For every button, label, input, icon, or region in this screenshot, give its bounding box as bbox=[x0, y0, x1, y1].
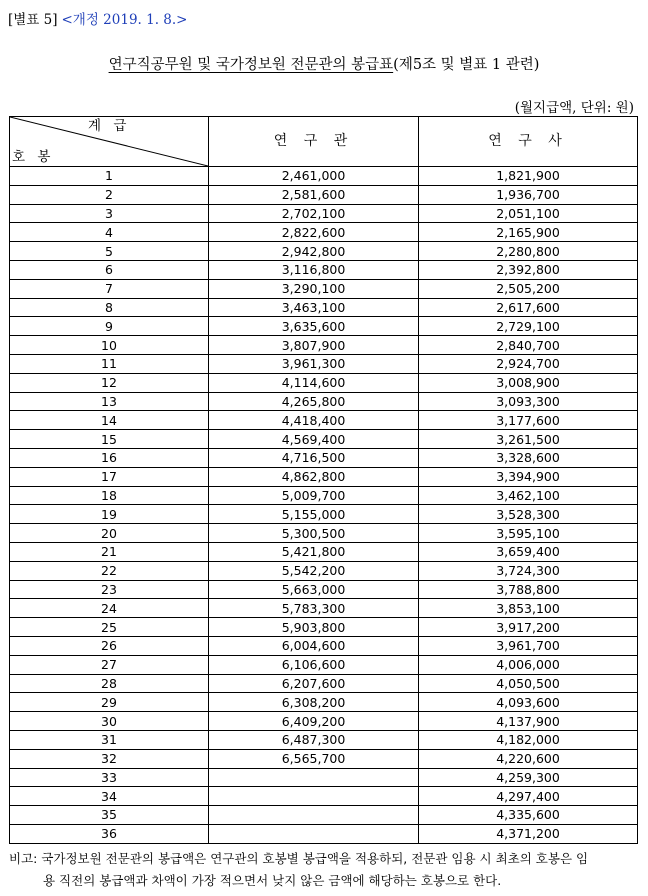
table-row bbox=[10, 768, 638, 787]
unit-note: (월지급액, 단위: 원) bbox=[514, 100, 634, 116]
table-row bbox=[10, 505, 638, 524]
yeongugwan-salary-cell: 2,822,600 bbox=[209, 223, 419, 242]
step-cell: 24 bbox=[10, 599, 209, 618]
step-cell: 1 bbox=[10, 167, 209, 186]
step-cell: 3 bbox=[10, 204, 209, 223]
table-row bbox=[10, 580, 638, 599]
yeongusa-salary-cell: 2,165,900 bbox=[419, 223, 638, 242]
table-row bbox=[10, 524, 638, 543]
yeongugwan-salary-cell: 5,903,800 bbox=[209, 618, 419, 637]
yeongusa-salary-cell: 4,093,600 bbox=[419, 693, 638, 712]
yeongusa-salary-cell: 4,259,300 bbox=[419, 768, 638, 787]
table-row bbox=[10, 373, 638, 392]
step-cell: 15 bbox=[10, 430, 209, 449]
table-row bbox=[10, 636, 638, 655]
step-cell: 33 bbox=[10, 768, 209, 787]
yeongusa-salary-cell: 3,853,100 bbox=[419, 599, 638, 618]
appendix-header bbox=[8, 8, 188, 28]
table-row bbox=[10, 430, 638, 449]
step-cell: 35 bbox=[10, 806, 209, 825]
table-row bbox=[10, 411, 638, 430]
yeongugwan-salary-cell: 6,308,200 bbox=[209, 693, 419, 712]
step-cell: 23 bbox=[10, 580, 209, 599]
yeongusa-salary-cell: 1,821,900 bbox=[419, 167, 638, 186]
yeongusa-salary-cell: 3,788,800 bbox=[419, 580, 638, 599]
step-cell: 28 bbox=[10, 674, 209, 693]
yeongusa-salary-cell: 3,917,200 bbox=[419, 618, 638, 637]
step-cell: 12 bbox=[10, 373, 209, 392]
yeongugwan-salary-cell: 5,542,200 bbox=[209, 561, 419, 580]
table-row bbox=[10, 486, 638, 505]
title-main: 연구직공무원 및 국가정보원 전문관의 봉급표 bbox=[108, 57, 394, 73]
table-row bbox=[10, 242, 638, 261]
yeongugwan-salary-cell bbox=[209, 824, 419, 843]
step-cell: 34 bbox=[10, 787, 209, 806]
yeongusa-salary-cell: 4,006,000 bbox=[419, 655, 638, 674]
table-row bbox=[10, 674, 638, 693]
yeongugwan-salary-cell: 4,418,400 bbox=[209, 411, 419, 430]
yeongusa-salary-cell: 3,462,100 bbox=[419, 486, 638, 505]
table-row bbox=[10, 354, 638, 373]
table-header-row bbox=[10, 117, 638, 167]
remarks-note bbox=[9, 848, 635, 892]
table-row bbox=[10, 467, 638, 486]
yeongusa-salary-cell: 4,297,400 bbox=[419, 787, 638, 806]
step-cell: 29 bbox=[10, 693, 209, 712]
step-cell: 2 bbox=[10, 185, 209, 204]
step-cell: 14 bbox=[10, 411, 209, 430]
yeongusa-salary-cell: 2,924,700 bbox=[419, 354, 638, 373]
table-row bbox=[10, 599, 638, 618]
appendix-label: [별표 5] bbox=[8, 12, 58, 28]
step-cell: 20 bbox=[10, 524, 209, 543]
yeongugwan-salary-cell: 5,300,500 bbox=[209, 524, 419, 543]
yeongugwan-salary-cell: 6,004,600 bbox=[209, 636, 419, 655]
step-cell: 9 bbox=[10, 317, 209, 336]
yeongugwan-salary-cell: 4,716,500 bbox=[209, 448, 419, 467]
yeongusa-salary-cell: 3,261,500 bbox=[419, 430, 638, 449]
yeongugwan-salary-cell: 2,581,600 bbox=[209, 185, 419, 204]
table-row bbox=[10, 693, 638, 712]
yeongugwan-salary-cell: 6,409,200 bbox=[209, 712, 419, 731]
yeongugwan-salary-cell: 6,207,600 bbox=[209, 674, 419, 693]
yeongusa-salary-cell: 3,093,300 bbox=[419, 392, 638, 411]
step-cell: 19 bbox=[10, 505, 209, 524]
table-row bbox=[10, 185, 638, 204]
yeongugwan-salary-cell: 2,942,800 bbox=[209, 242, 419, 261]
yeongusa-salary-cell: 2,051,100 bbox=[419, 204, 638, 223]
yeongusa-salary-cell: 2,840,700 bbox=[419, 336, 638, 355]
table-row bbox=[10, 542, 638, 561]
table-row bbox=[10, 223, 638, 242]
table-row bbox=[10, 561, 638, 580]
step-cell: 10 bbox=[10, 336, 209, 355]
table-row bbox=[10, 730, 638, 749]
yeongugwan-salary-cell: 6,487,300 bbox=[209, 730, 419, 749]
yeongugwan-salary-cell: 3,807,900 bbox=[209, 336, 419, 355]
yeongugwan-salary-cell: 6,565,700 bbox=[209, 749, 419, 768]
table-row bbox=[10, 712, 638, 731]
yeongugwan-salary-cell bbox=[209, 768, 419, 787]
yeongugwan-salary-cell: 4,114,600 bbox=[209, 373, 419, 392]
yeongusa-salary-cell: 1,936,700 bbox=[419, 185, 638, 204]
yeongugwan-salary-cell: 5,155,000 bbox=[209, 505, 419, 524]
salary-table bbox=[9, 116, 638, 844]
step-cell: 27 bbox=[10, 655, 209, 674]
yeongusa-salary-cell: 3,528,300 bbox=[419, 505, 638, 524]
step-cell: 22 bbox=[10, 561, 209, 580]
table-row bbox=[10, 824, 638, 843]
table-row bbox=[10, 167, 638, 186]
yeongusa-salary-cell: 2,505,200 bbox=[419, 279, 638, 298]
yeongusa-salary-cell: 3,961,700 bbox=[419, 636, 638, 655]
table-row bbox=[10, 260, 638, 279]
corner-grade-label: 계 급 bbox=[88, 118, 131, 134]
yeongugwan-salary-cell: 6,106,600 bbox=[209, 655, 419, 674]
yeongugwan-salary-cell: 3,116,800 bbox=[209, 260, 419, 279]
salary-table-body bbox=[10, 117, 638, 844]
col-header-yeongugwan: 연 구 관 bbox=[209, 117, 419, 167]
step-cell: 31 bbox=[10, 730, 209, 749]
title-suffix: (제5조 및 별표 1 관련) bbox=[393, 57, 540, 73]
step-cell: 6 bbox=[10, 260, 209, 279]
yeongugwan-salary-cell: 5,421,800 bbox=[209, 542, 419, 561]
yeongusa-salary-cell: 3,595,100 bbox=[419, 524, 638, 543]
yeongusa-salary-cell: 3,659,400 bbox=[419, 542, 638, 561]
yeongusa-salary-cell: 4,182,000 bbox=[419, 730, 638, 749]
yeongusa-salary-cell: 2,729,100 bbox=[419, 317, 638, 336]
yeongugwan-salary-cell: 3,635,600 bbox=[209, 317, 419, 336]
yeongusa-salary-cell: 2,392,800 bbox=[419, 260, 638, 279]
table-row bbox=[10, 392, 638, 411]
step-cell: 25 bbox=[10, 618, 209, 637]
document-title bbox=[0, 53, 648, 74]
yeongusa-salary-cell: 3,177,600 bbox=[419, 411, 638, 430]
step-cell: 7 bbox=[10, 279, 209, 298]
col-header-yeongusa: 연 구 사 bbox=[419, 117, 638, 167]
yeongugwan-salary-cell: 4,569,400 bbox=[209, 430, 419, 449]
table-row bbox=[10, 787, 638, 806]
step-cell: 13 bbox=[10, 392, 209, 411]
table-row bbox=[10, 204, 638, 223]
step-cell: 21 bbox=[10, 542, 209, 561]
yeongugwan-salary-cell: 2,461,000 bbox=[209, 167, 419, 186]
table-row bbox=[10, 298, 638, 317]
yeongugwan-salary-cell bbox=[209, 787, 419, 806]
step-cell: 18 bbox=[10, 486, 209, 505]
yeongugwan-salary-cell: 4,265,800 bbox=[209, 392, 419, 411]
step-cell: 26 bbox=[10, 636, 209, 655]
table-row bbox=[10, 749, 638, 768]
yeongugwan-salary-cell: 5,663,000 bbox=[209, 580, 419, 599]
yeongugwan-salary-cell: 2,702,100 bbox=[209, 204, 419, 223]
yeongusa-salary-cell: 4,371,200 bbox=[419, 824, 638, 843]
yeongugwan-salary-cell: 5,783,300 bbox=[209, 599, 419, 618]
yeongugwan-salary-cell: 3,290,100 bbox=[209, 279, 419, 298]
table-row bbox=[10, 279, 638, 298]
yeongusa-salary-cell: 4,050,500 bbox=[419, 674, 638, 693]
step-cell: 5 bbox=[10, 242, 209, 261]
step-cell: 17 bbox=[10, 467, 209, 486]
yeongusa-salary-cell: 2,280,800 bbox=[419, 242, 638, 261]
table-row bbox=[10, 618, 638, 637]
yeongusa-salary-cell: 4,335,600 bbox=[419, 806, 638, 825]
corner-step-label: 호 봉 bbox=[12, 149, 55, 165]
table-row bbox=[10, 806, 638, 825]
step-cell: 30 bbox=[10, 712, 209, 731]
yeongusa-salary-cell: 4,220,600 bbox=[419, 749, 638, 768]
revision-date: <개정 2019. 1. 8.> bbox=[61, 12, 188, 28]
yeongusa-salary-cell: 4,137,900 bbox=[419, 712, 638, 731]
table-row bbox=[10, 317, 638, 336]
yeongugwan-salary-cell: 3,463,100 bbox=[209, 298, 419, 317]
table-row bbox=[10, 336, 638, 355]
yeongugwan-salary-cell bbox=[209, 806, 419, 825]
yeongugwan-salary-cell: 5,009,700 bbox=[209, 486, 419, 505]
remarks-line-1: 비고: 국가정보원 전문관의 봉급액은 연구관의 호봉별 봉급액을 적용하되, 전문관 임용 시 최초의 호봉은 임 bbox=[9, 851, 589, 866]
yeongugwan-salary-cell: 4,862,800 bbox=[209, 467, 419, 486]
yeongusa-salary-cell: 3,394,900 bbox=[419, 467, 638, 486]
yeongusa-salary-cell: 3,328,600 bbox=[419, 448, 638, 467]
step-cell: 16 bbox=[10, 448, 209, 467]
step-cell: 32 bbox=[10, 749, 209, 768]
yeongusa-salary-cell: 2,617,600 bbox=[419, 298, 638, 317]
corner-header-cell bbox=[10, 117, 209, 167]
table-row bbox=[10, 655, 638, 674]
remarks-line-2: 용 직전의 봉급액과 차액이 가장 적으면서 낮지 않은 금액에 해당하는 호봉으로 한다. bbox=[43, 873, 502, 888]
table-row bbox=[10, 448, 638, 467]
step-cell: 8 bbox=[10, 298, 209, 317]
step-cell: 4 bbox=[10, 223, 209, 242]
yeongugwan-salary-cell: 3,961,300 bbox=[209, 354, 419, 373]
step-cell: 36 bbox=[10, 824, 209, 843]
yeongusa-salary-cell: 3,008,900 bbox=[419, 373, 638, 392]
step-cell: 11 bbox=[10, 354, 209, 373]
yeongusa-salary-cell: 3,724,300 bbox=[419, 561, 638, 580]
